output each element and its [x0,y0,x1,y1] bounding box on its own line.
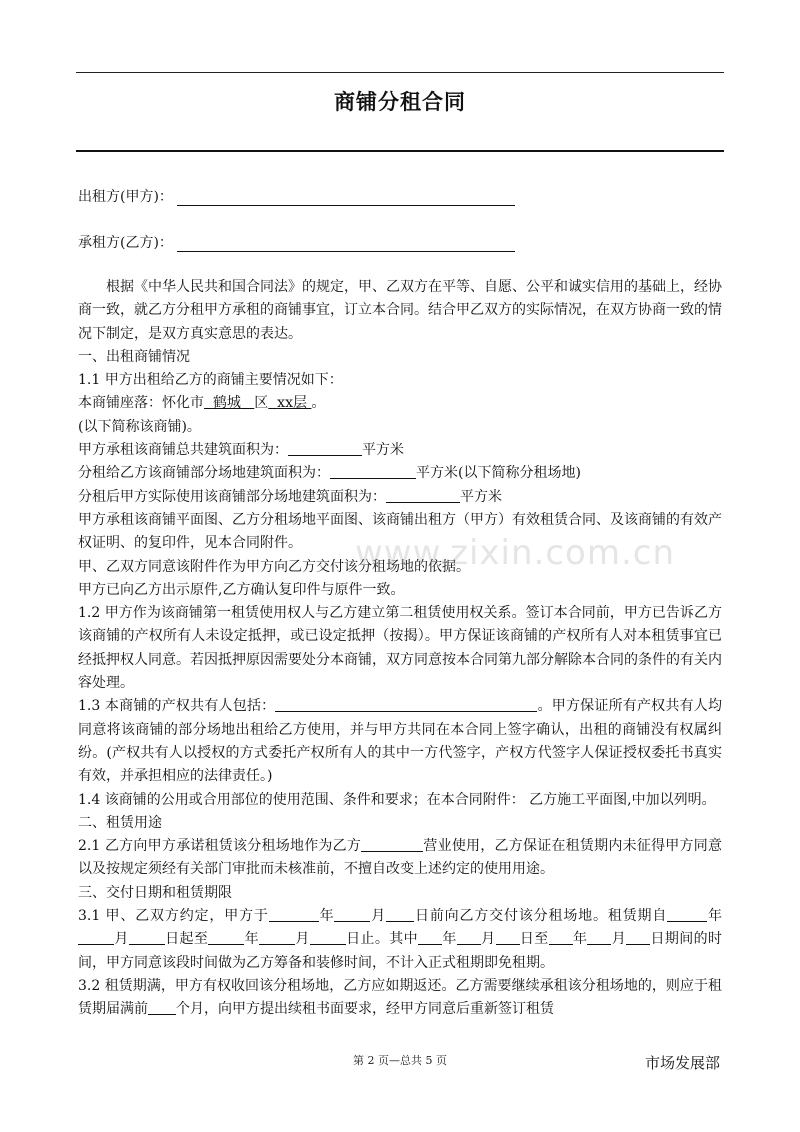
section-1-heading: 一、出租商铺情况 [78,348,190,365]
department-label: 市场发展部 [644,1054,720,1072]
title-rule [76,150,724,152]
attachments-basis: 甲、乙双方同意该附件作为甲方向乙方交付该分租场地的依据。 [78,558,470,575]
remaining-area-line: 分租后甲方实际使用该商铺部分场地建筑面积为： 平方米 [78,488,502,505]
lessor-blank [177,191,515,206]
top-rule [76,72,724,73]
short-name-line: (以下简称该商铺)。 [78,418,201,435]
clause-2-1: 2.1 乙方向甲方承诺租赁该分租场地作为乙方 营业使用，乙方保证在租赁期内未征得甲方同意以及按规定须经有关部门审批而未核准前，不擅自改变上述约定的使用用途。 [78,838,722,878]
lessor-label: 出租方(甲方)： [78,189,173,205]
clause-1-1: 1.1 甲方出租给乙方的商铺主要情况如下： [78,372,343,389]
clause-1-4: 1.4 该商铺的公用或合用部位的使用范围、条件和要求；在本合同附件： 乙方施工平面图,中加以列明。 [78,791,716,808]
lessee-label: 承租方(乙方)： [78,235,173,251]
clause-1-2: 1.2 甲方作为该商铺第一租赁使用权人与乙方建立第二租赁使用权关系。签订本合同前，甲方已告诉乙方该商铺的产权所有人未设定抵押，或已设定抵押（按揭）。甲方保证该商铺的产权所有人对本租赁事宜已经抵押权人同意。若因抵押原因需要处分本商铺，双方同意按本合同第九部分解除本合同的条件的有关内容处理。 [78,605,722,692]
document-title: 商铺分租合同 [334,90,466,114]
clause-1-3: 1.3 本商铺的产权共有人包括： 。甲方保证所有产权共有人均同意将该商铺的部分场地出租给乙方使用，并与甲方共同在本合同上签字确认，出租的商铺没有权属纠纷。(产权共有人以授权的方式委托产权所有人的其中一方代签字，产权方代签字人保证授权委托书真实有效，并承担相应的法律责任。) [78,698,722,785]
originals-shown: 甲方已向乙方出示原件,乙方确认复印件与原件一致。 [78,581,405,598]
co-owners-blank [275,697,537,712]
lessee-line [78,232,515,252]
attachments-paragraph: 甲方承租该商铺平面图、乙方分租场地平面图、该商铺出租方（甲方）有效租赁合同、及该商铺的有效产权证明、的复印件，见本合同附件。 [78,511,722,552]
lessor-line [78,186,515,206]
sublet-area-line: 分租给乙方该商铺部分场地建筑面积为： 平方米(以下简称分租场地) [78,465,581,482]
renewal-months-blank [148,1000,176,1015]
section-2-heading: 二、租赁用途 [78,814,162,831]
lessee-blank [177,237,515,252]
intro-paragraph: 根据《中华人民共和国合同法》的规定，甲、乙双方在平等、自愿、公平和诚实信用的基础上，经协商一致，就乙方分租甲方承租的商铺事宜，订立本合同。结合甲乙双方的实际情况，在双方协商一致的情况下制定，是双方真实意思的表达。 [78,279,722,342]
contract-body [78,276,722,1022]
watermark: www.zixin.com.cn [355,533,675,573]
floor-value: xx层 [277,395,307,412]
location-line: 本商铺座落：怀化市 鹤城 区 xx层 。 [78,395,326,412]
total-area-blank [288,441,362,456]
clause-3-2: 3.2 租赁期满，甲方有权收回该分租场地，乙方应如期返还。乙方需要继续承租该分租场地的，则应于租赁期届满前 个月，向甲方提出续租书面要求，经甲方同意后重新签订租赁 [78,977,722,1018]
remaining-area-blank [386,488,460,503]
total-area-line: 甲方承租该商铺总共建筑面积为： 平方米 [78,442,404,459]
sublet-area-blank [330,464,416,479]
section-3-heading: 三、交付日期和租赁期限 [78,884,232,901]
page-number: 第 2 页—总共 5 页 [353,1054,447,1067]
district-value: 鹤城 [212,395,241,412]
clause-3-1: 3.1 甲、乙双方约定，甲方于 年 月 日前向乙方交付该分租场地。租赁期自 年月 日起至 年 月 日止。其中 年 月 日至 年 月 日期间的时间，甲方同意该段时间做为乙方筹备和装修时间，不计入正式租期即免租期。 [78,908,723,971]
business-type-blank [361,837,423,852]
